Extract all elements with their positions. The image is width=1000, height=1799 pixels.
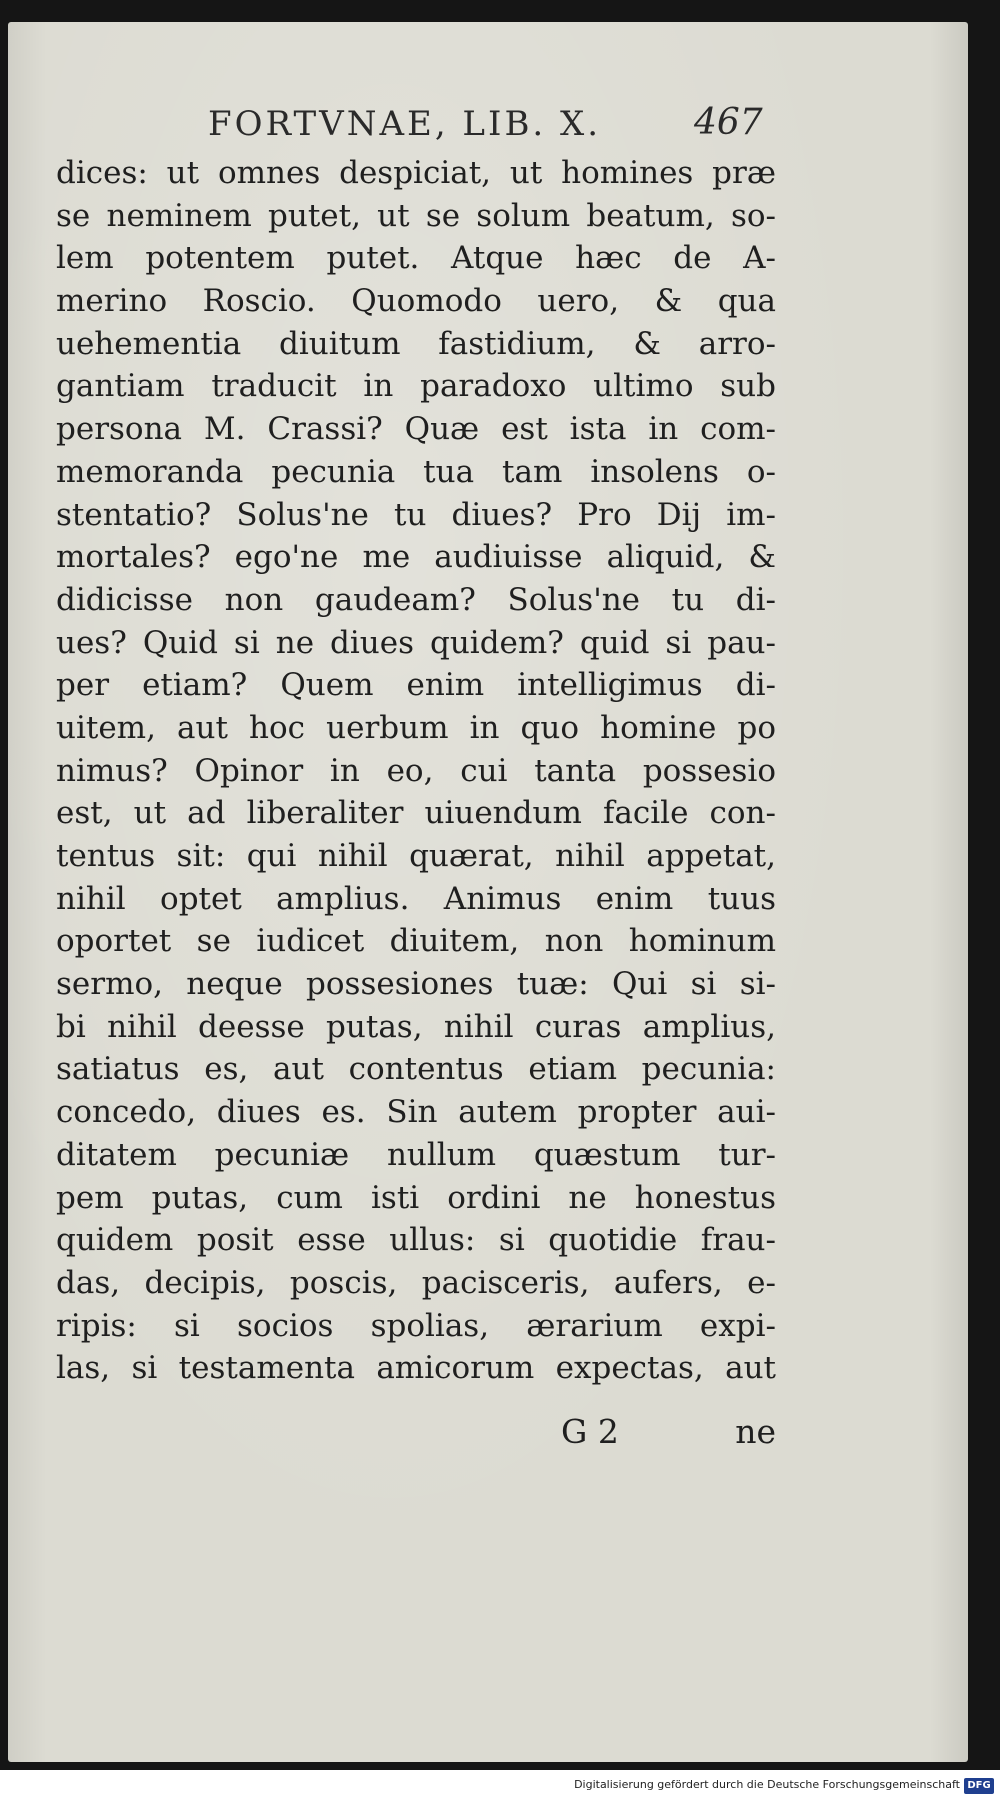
text-line: uitem, aut hoc uerbum in quo homine po <box>56 709 776 746</box>
dfg-logo: DFG <box>964 1778 994 1794</box>
running-head: FORTVNAE, LIB. X. <box>208 104 602 144</box>
text-line: nimus? Opinor in eo, cui tanta possesio <box>56 752 776 789</box>
text-line: concedo, diues es. Sin autem propter aui- <box>56 1094 776 1131</box>
text-line: ues? Quid si ne diues quidem? quid si pau- <box>56 624 776 661</box>
text-line: mortales? ego'ne me audiuisse aliquid, & <box>56 539 776 576</box>
text-line: las, si testamenta amicorum expectas, aut <box>56 1350 776 1387</box>
text-line: uehementia diuitum fastidium, & arro- <box>56 325 776 362</box>
text-line: lem potentem putet. Atque hæc de A- <box>56 240 776 277</box>
text-line: memoranda pecunia tua tam insolens o- <box>56 453 776 490</box>
text-line: se neminem putet, ut se solum beatum, so- <box>56 197 776 234</box>
digitization-footer <box>0 1775 1000 1799</box>
text-line: persona M. Crassi? Quæ est ista in com- <box>56 411 776 448</box>
catchword: ne <box>735 1412 776 1451</box>
text-line: dices: ut omnes despiciat, ut homines præ <box>56 155 776 191</box>
book-page <box>8 22 968 1762</box>
text-line: gantiam traducit in paradoxo ultimo sub <box>56 368 776 405</box>
text-line: pem putas, cum isti ordini ne honestus <box>56 1179 776 1216</box>
text-line: ditatem pecuniæ nullum quæstum tur- <box>56 1136 776 1173</box>
text-line: bi nihil deesse putas, nihil curas amplius, <box>56 1008 776 1045</box>
text-line: stentatio? Solus'ne tu diues? Pro Dij im- <box>56 496 776 533</box>
body-text <box>56 152 776 1390</box>
text-line: didicisse non gaudeam? Solus'ne tu di- <box>56 581 776 618</box>
text-line: per etiam? Quem enim intelligimus di- <box>56 667 776 704</box>
signature-mark: G 2 <box>561 1412 619 1451</box>
text-line: satiatus es, aut contentus etiam pecunia: <box>56 1051 776 1088</box>
page-footer-marks <box>56 1412 776 1456</box>
text-line: nihil optet amplius. Animus enim tuus <box>56 880 776 917</box>
text-line: tentus sit: qui nihil quærat, nihil appetat, <box>56 838 776 874</box>
text-line: merino Roscio. Quomodo uero, & qua <box>56 283 776 320</box>
text-line: est, ut ad liberaliter uiuendum facile con- <box>56 795 776 832</box>
funding-credit: Digitalisierung gefördert durch die Deutsche Forschungsgemeinschaft <box>574 1778 960 1791</box>
text-line: ripis: si socios spolias, ærarium expi- <box>56 1307 776 1344</box>
page-number: 467 <box>694 102 763 143</box>
text-line: das, decipis, poscis, pacisceris, aufers, e- <box>56 1264 776 1301</box>
text-line: oportet se iudicet diuitem, non hominum <box>56 923 776 960</box>
text-line: sermo, neque possesiones tuæ: Qui si si- <box>56 966 776 1003</box>
text-line: quidem posit esse ullus: si quotidie frau- <box>56 1222 776 1259</box>
